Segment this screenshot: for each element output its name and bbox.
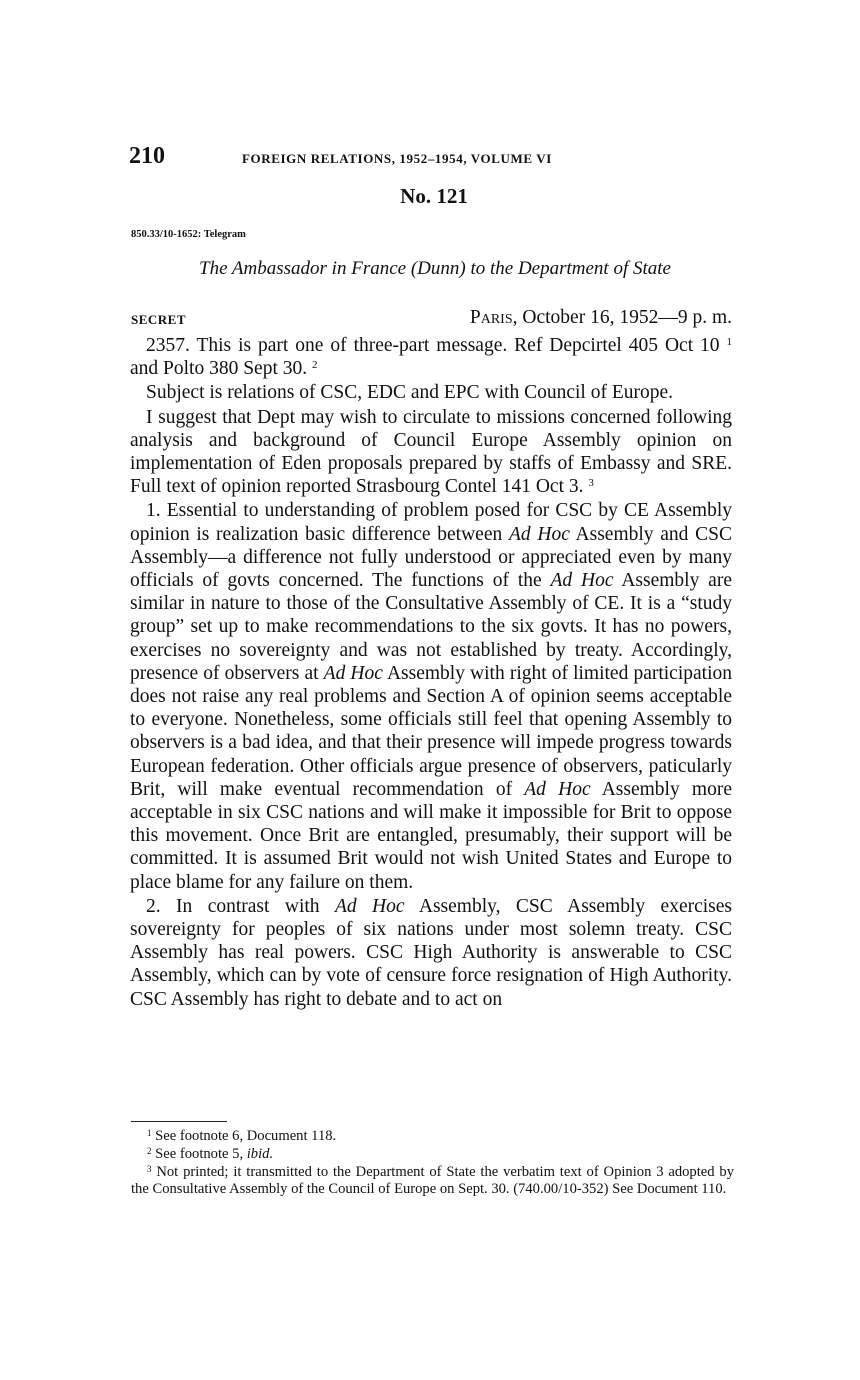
paragraph-text: 1. Essential to understanding of problem posed for CSC by CE Assembly opinion is realization basic difference between (130, 500, 732, 545)
document-number-text: No. 121 (400, 184, 468, 208)
paragraph-text: Assembly with right of limited participation does not raise any real problems and Section A of opinion seems acceptable to everyone. Nonetheless, some officials still feel that opening Assembly to observers is a bad idea, and that their presence will impede progress towards European federation. Other officials argue presence of observers, paticularly Brit, will make eventual recommendation of (130, 662, 732, 800)
paragraph-2: Subject is relations of CSC, EDC and EPC with Council of Europe. (146, 382, 674, 404)
footnote-2 (131, 1146, 734, 1164)
footnote-mark: 3 (147, 1163, 152, 1174)
italic-term: Ad Hoc (508, 523, 570, 545)
footnote-italic: ibid. (246, 1145, 274, 1162)
paragraph-5 (130, 895, 732, 1011)
dateline-date: , October 16, 1952—9 p. m. (512, 307, 732, 328)
footnote-text: See footnote 6, Document 118. (151, 1128, 337, 1144)
paragraph-text: and Polto 380 Sept 30. (130, 358, 308, 380)
footnote-text: See footnote 5, (151, 1145, 247, 1162)
footnote-3 (131, 1164, 734, 1200)
paragraph-text: Assembly more acceptable in six CSC nations and will make it impossible for Brit to oppose this movement. Once Brit are entangled, presumably, their support will be committed. It is assumed Brit would not wish United States and Europe to place blame for any failure on them. (130, 778, 732, 893)
paragraph-text: Assembly and CSC Assembly—a difference not fully understood or appreciated even by many officials of govts concerned. The functions of the (130, 523, 733, 592)
paragraph-text: I suggest that Dept may wish to circulate to missions concerned following analysis and background of Council Europe Assembly opinion on implementation of Eden proposals prepared by staffs of Embassy and SRE. Full text of opinion reported Strasbourg Contel 141 Oct 3. (130, 406, 732, 498)
footnote-ref-2: 2 (312, 359, 318, 372)
classification-label: SECRET (131, 312, 187, 327)
footnote-1 (131, 1128, 734, 1146)
document-number (0, 184, 860, 209)
running-head: FOREIGN RELATIONS, 1952–1954, VOLUME VI (242, 151, 552, 166)
paragraph-1 (130, 334, 732, 380)
paragraph-4 (130, 499, 732, 893)
footnote-ref-3: 3 (588, 477, 594, 490)
italic-term: Ad Hoc (550, 570, 614, 592)
document-title-text: The Ambassador in France (Dunn) to the Department of State (199, 258, 671, 279)
footnotes (131, 1128, 734, 1199)
paragraph-3 (130, 406, 732, 499)
document-title (0, 258, 860, 280)
italic-term: Ad Hoc (334, 895, 405, 917)
paragraph-text: Assembly, CSC Assembly exercises sovereignty for peoples of six nations under most solemn treaty. CSC Assembly has real powers. CSC High Authority is answerable to CSC Assembly, which can by vote of censure force resignation of High Authority. CSC Assembly has right to debate and to act on (130, 895, 732, 1010)
footnote-mark: 2 (147, 1145, 152, 1156)
telegram-body (130, 334, 732, 1012)
dateline (470, 307, 732, 329)
italic-term: Ad Hoc (524, 778, 591, 800)
paragraph-text: 2357. This is part one of three-part message. Ref Depcirtel 405 Oct 10 (146, 335, 720, 356)
footnote-mark: 1 (147, 1128, 152, 1138)
italic-term: Ad Hoc (323, 662, 383, 684)
paragraph-text: 2. In contrast with (146, 895, 335, 917)
footnote-ref-1: 1 (726, 336, 733, 348)
footnote-divider (131, 1121, 227, 1122)
file-reference: 850.33/10-1652: Telegram (131, 229, 246, 240)
footnote-text: Not printed; it transmitted to the Department of State the verbatim text of Opinion 3 adopted by the Consultative Assembly of the Council of Europe on Sept. 30. (740.00/10-352) See Document 110. (131, 1163, 734, 1198)
page-number: 210 (129, 143, 165, 169)
paragraph-text: Assembly are similar in nature to those of the Consultative Assembly of CE. It is a “study group” set up to make recommendations to the six govts. It has no powers, exercises no sovereignty and was not established by treaty. Accordingly, presence of observers at (130, 570, 732, 684)
dateline-place: Paris (469, 307, 513, 328)
